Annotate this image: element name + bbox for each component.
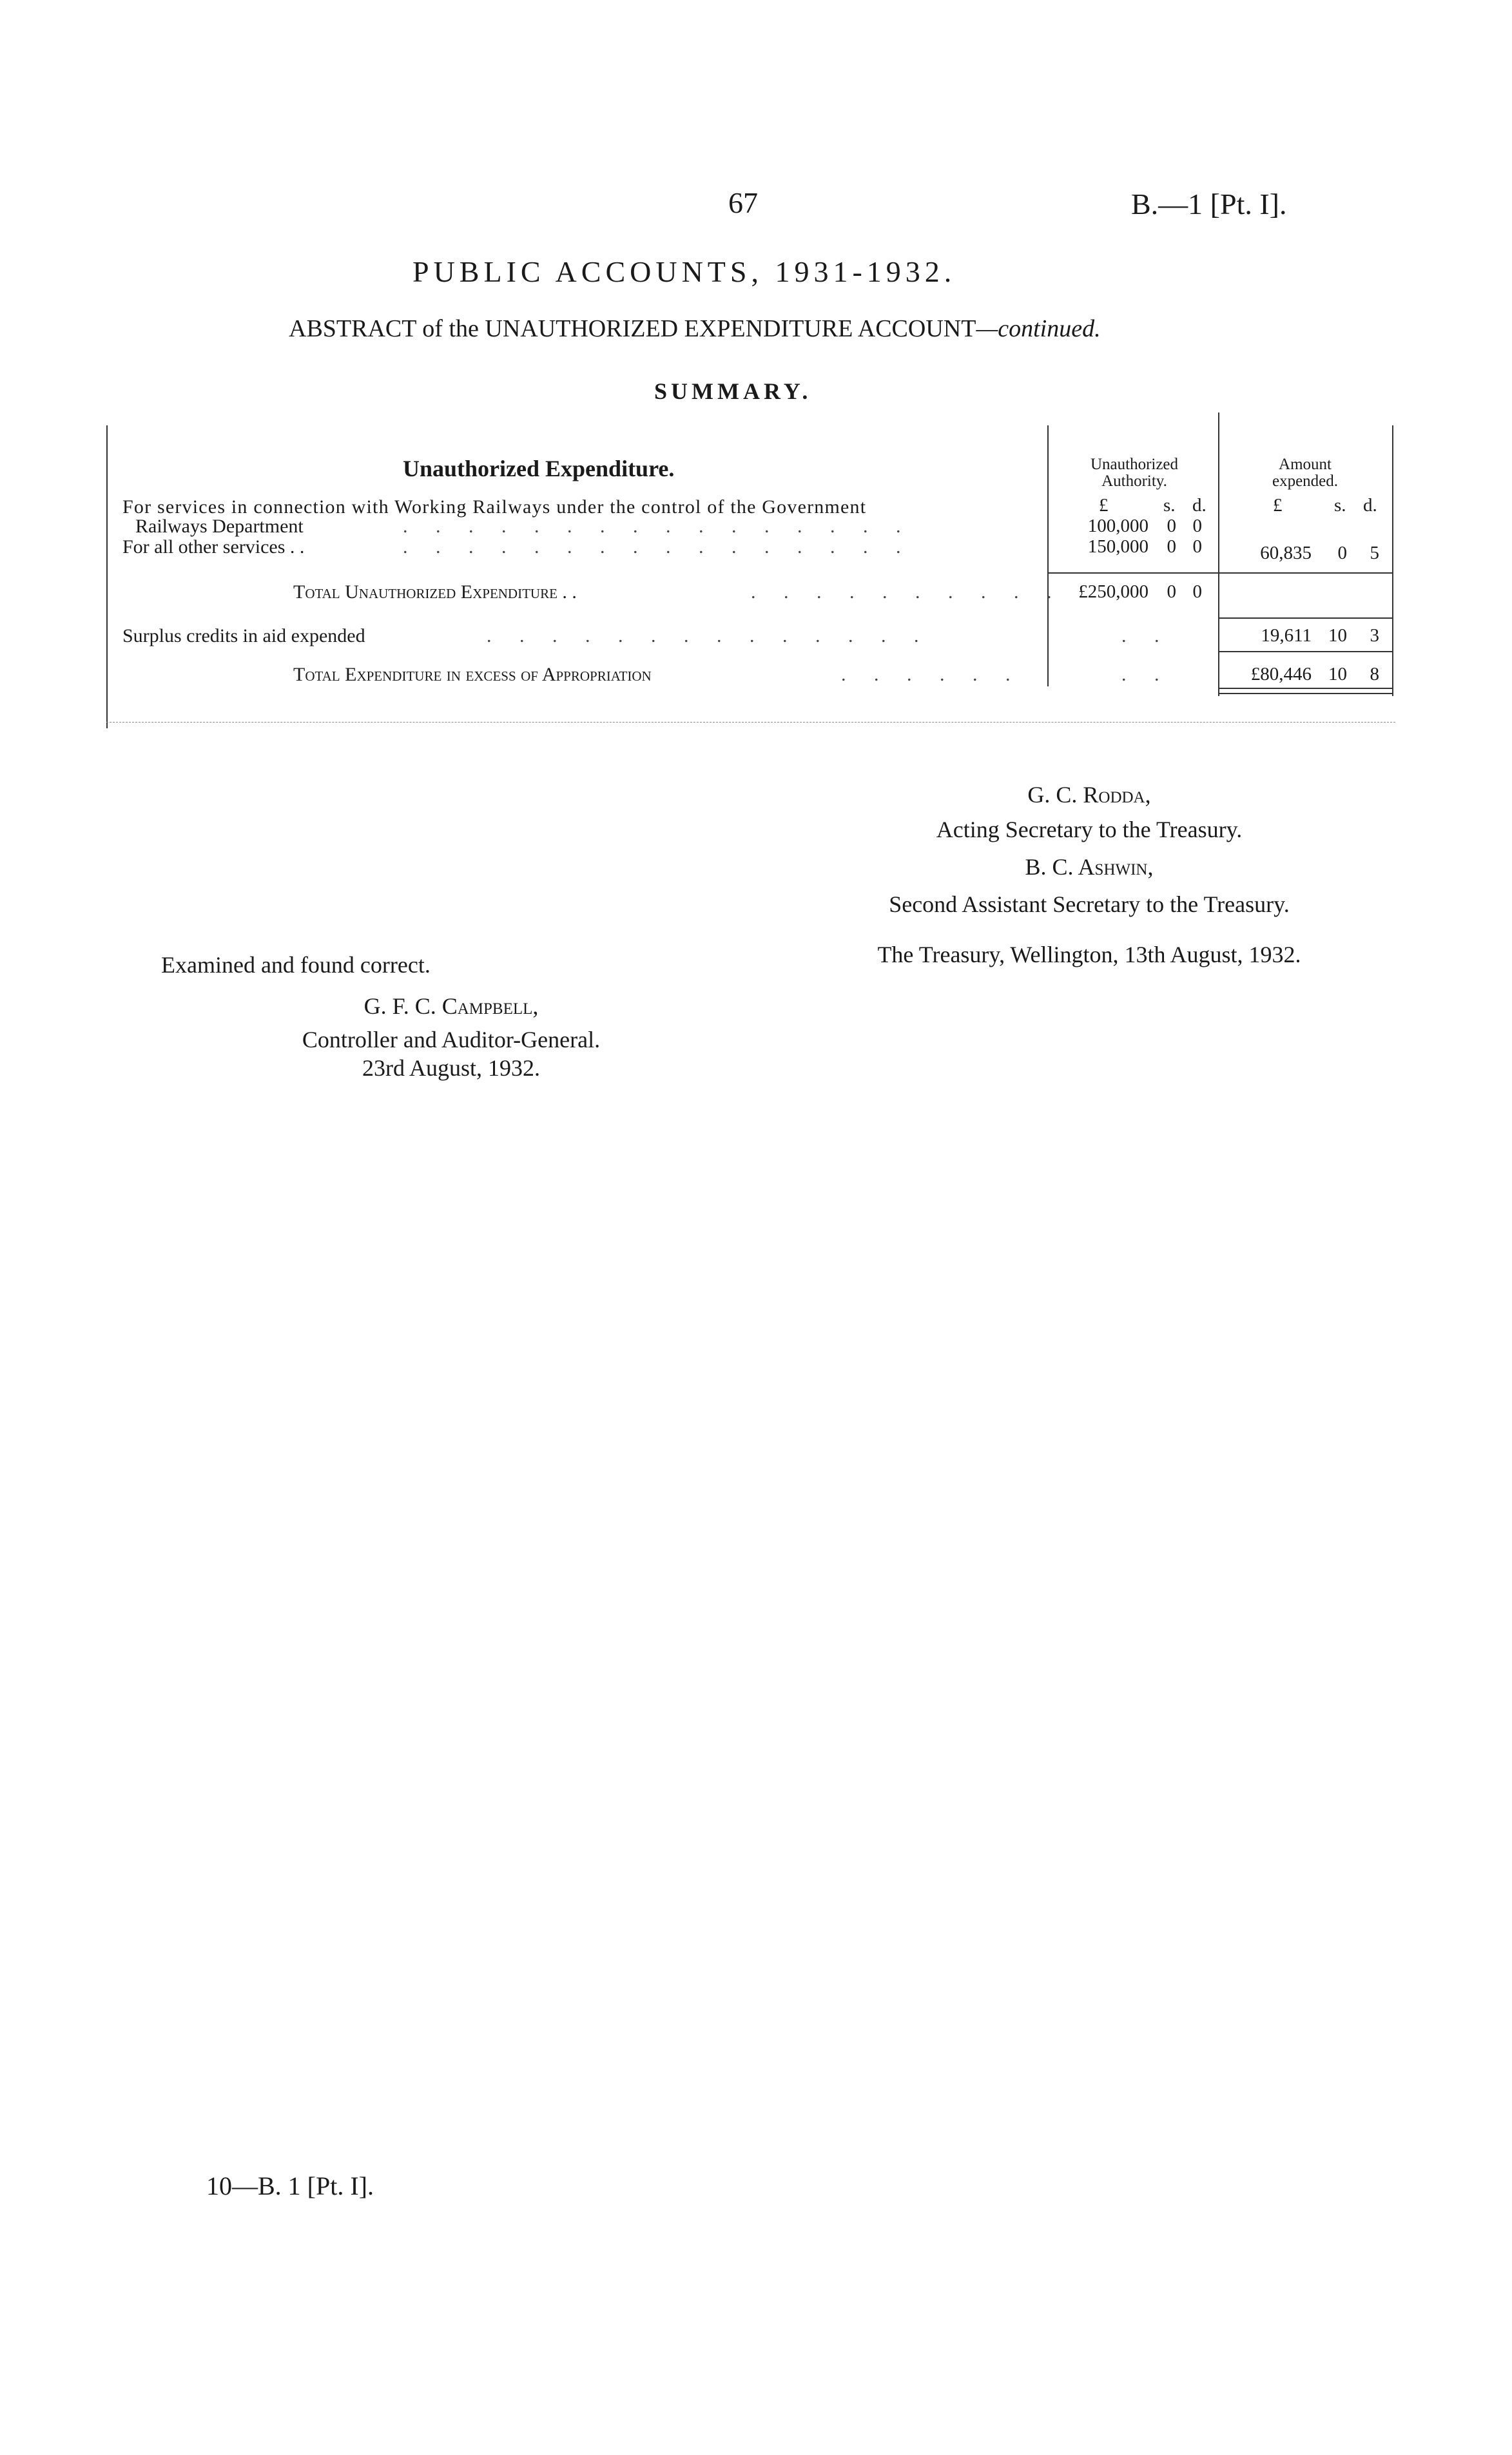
row-other-authority-pound: 150,000: [1087, 536, 1149, 557]
campbell-name: [193, 993, 709, 1020]
authority-column-header: [1054, 456, 1215, 490]
authority-pence-header: d.: [1192, 495, 1207, 516]
row-other-expended-pound: 60,835: [1260, 543, 1312, 563]
campbell-name-text: G. F. C. Campbell,: [363, 993, 539, 1019]
ashwin-name-text: B. C. Ashwin,: [1025, 854, 1154, 880]
authority-pound-header: £: [1099, 495, 1109, 516]
abstract-heading: [289, 315, 1101, 343]
row-total-excess-expended-pence: 8: [1370, 664, 1379, 684]
expended-subtotal-rule: [1218, 572, 1392, 574]
rodda-name-text: G. C. Rodda,: [1027, 782, 1151, 808]
footer-reference: 10—B. 1 [Pt. I].: [206, 2171, 374, 2200]
row-other-expended-shilling: 0: [1337, 543, 1347, 563]
authority-total-rule: [1047, 572, 1218, 574]
rodda-title: Acting Secretary to the Treasury.: [936, 817, 1243, 842]
expended-pound-header: £: [1273, 495, 1283, 516]
expended-header-line2: expended.: [1272, 472, 1339, 490]
expended-column-border: [1218, 412, 1219, 696]
table-heading: Unauthorized Expenditure.: [403, 456, 675, 481]
row-railways-authority-shilling: 0: [1167, 516, 1176, 536]
campbell-title: Controller and Auditor-General.: [302, 1027, 601, 1053]
expended-double-rule-1: [1218, 688, 1392, 689]
row-surplus-expended-shilling: 10: [1328, 625, 1347, 646]
row-railways-label-cont: Railways Department: [135, 516, 304, 537]
treasury-date: The Treasury, Wellington, 13th August, 1932.: [877, 942, 1301, 967]
expended-column-header: [1225, 456, 1386, 490]
row-total-excess-label: Total Expenditure in excess of Appropriation: [293, 664, 652, 685]
summary-table: [106, 412, 1395, 709]
authority-header-line1: Unauthorized: [1090, 456, 1179, 473]
campbell-date: 23rd August, 1932.: [362, 1055, 540, 1081]
row-total-unauthorized-label: Total Unauthorized Expenditure . .: [293, 581, 577, 603]
expended-pence-header: d.: [1363, 495, 1377, 516]
row-surplus-expended-pence: 3: [1370, 625, 1379, 646]
ashwin-title: Second Assistant Secretary to the Treasury.: [889, 891, 1290, 917]
row-other-label: For all other services . .: [122, 536, 305, 558]
row-railways-leaders: . . . . . . . . . . . . . . . .: [403, 516, 913, 537]
row-surplus-expended-pound: 19,611: [1261, 625, 1312, 646]
row-other-authority-shilling: 0: [1167, 536, 1176, 557]
summary-heading: SUMMARY.: [654, 378, 812, 404]
abstract-prefix: ABSTRACT of the UNAUTHORIZED EXPENDITURE ACCOUNT: [289, 315, 976, 342]
row-total-unauthorized-authority-shilling: 0: [1167, 581, 1176, 602]
row-total-unauthorized-authority-pence: 0: [1192, 581, 1202, 602]
row-railways-authority-pound: 100,000: [1087, 516, 1149, 536]
abstract-suffix: —continued.: [976, 315, 1101, 342]
table-bottom-border: [106, 722, 1395, 723]
row-surplus-authority-dots: . .: [1121, 625, 1171, 646]
examined-statement: Examined and found correct.: [161, 952, 431, 978]
row-surplus-label: Surplus credits in aid expended: [122, 625, 365, 646]
ashwin-name: [799, 853, 1379, 880]
row-railways-label: For services in connection with Working Railways under the control of the Government: [122, 496, 867, 518]
page-title: PUBLIC ACCOUNTS, 1931-1932.: [412, 255, 956, 288]
authority-shilling-header: s.: [1163, 495, 1176, 516]
expended-double-rule-2: [1218, 693, 1392, 694]
table-right-border: [1392, 425, 1393, 696]
expended-shilling-header: s.: [1334, 495, 1346, 516]
row-total-unauthorized-leaders: . . . . . . . . . .: [751, 581, 1063, 603]
row-other-leaders: . . . . . . . . . . . . . . . .: [403, 536, 913, 558]
page-number: 67: [728, 186, 758, 219]
expended-rule: [1218, 617, 1392, 619]
row-total-excess-authority-dots: . .: [1121, 664, 1171, 685]
row-total-excess-expended-shilling: 10: [1328, 664, 1347, 684]
row-other-authority-pence: 0: [1192, 536, 1202, 557]
rodda-name: [799, 781, 1379, 808]
expended-header-line1: Amount: [1279, 456, 1332, 473]
row-railways-authority-pence: 0: [1192, 516, 1202, 536]
row-total-unauthorized-authority-pound: £250,000: [1078, 581, 1149, 602]
row-surplus-leaders: . . . . . . . . . . . . . .: [487, 625, 931, 646]
document-reference: B.—1 [Pt. I].: [1131, 188, 1287, 220]
authority-header-line2: Authority.: [1101, 472, 1167, 490]
row-total-excess-expended-pound: £80,446: [1250, 664, 1312, 684]
row-other-expended-pence: 5: [1370, 543, 1379, 563]
expended-total-rule: [1218, 651, 1392, 652]
table-left-border: [106, 425, 108, 728]
row-total-excess-leaders: . . . . . .: [841, 664, 1022, 685]
